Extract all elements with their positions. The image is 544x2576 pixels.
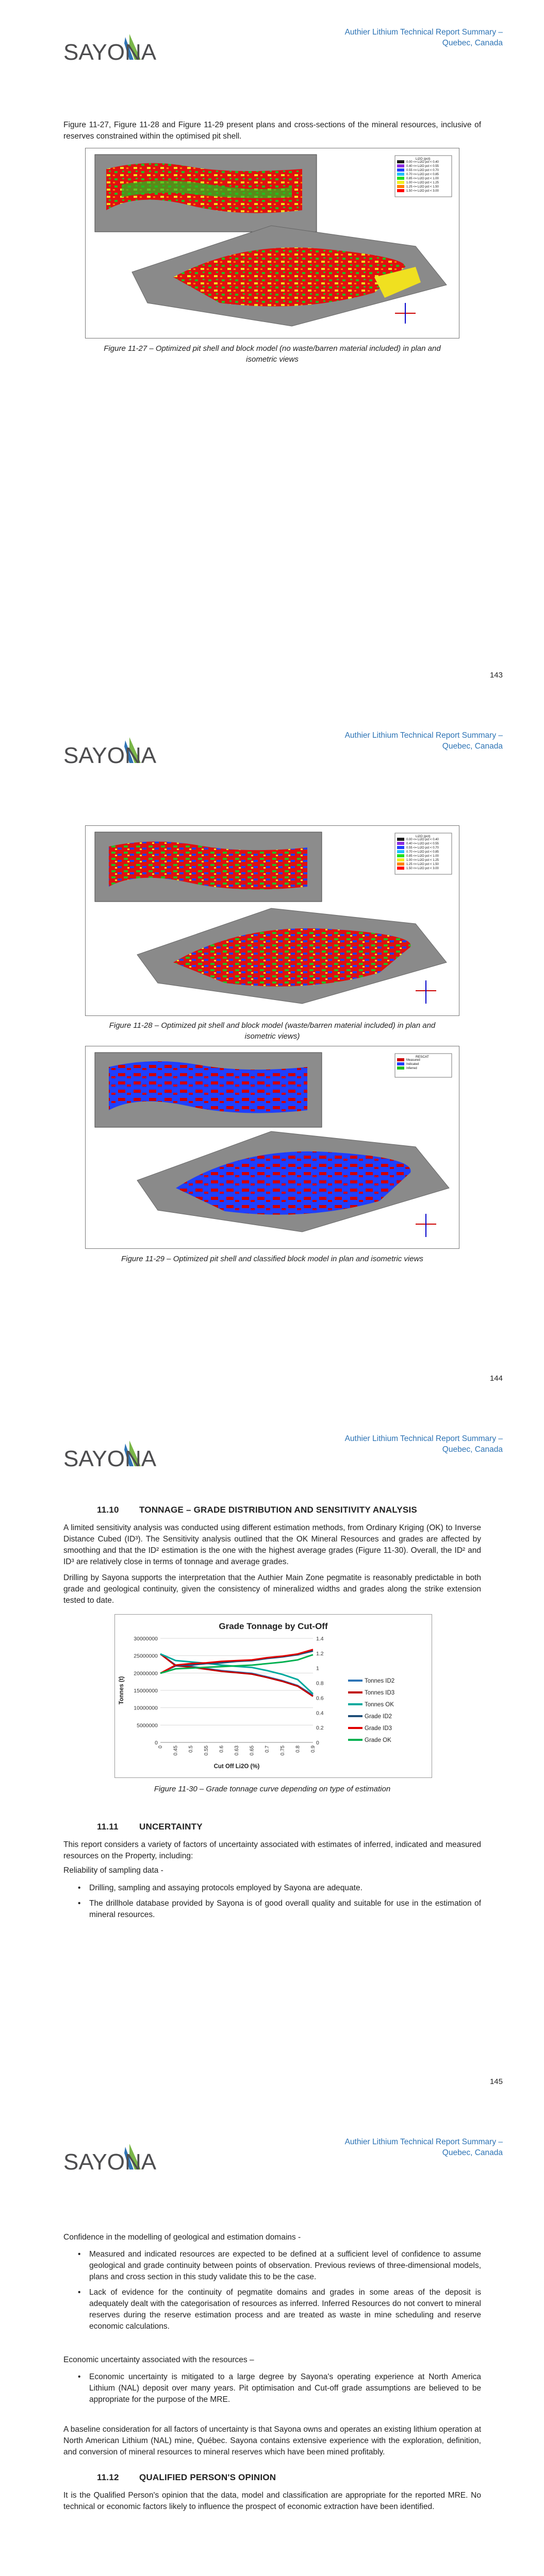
sensitivity-paragraph: A limited sensitivity analysis was conducted using different estimation methods, from Ordinary Kriging (OK) to Inverse Distance Cubed (ID³). The Sensitivity analysis outlined that the OK Mineral Resources and grades are affected by smoothing and that the ID² estimation is the one with the highest average grades (Figure 11-30). Overall, the ID² and ID³ are relatively close in terms of tonnage and average grades. bbox=[63, 1523, 481, 1566]
list-item-text: Lack of evidence for the continuity of pegmatite domains and grades in some areas of the deposit is adequately dealt with the categorisation of resources as inferred. Inferred Resources do not convert to mineral reserves during the reserve estimation process and are treated as waste in mine scheduling and reserve economic calculations. bbox=[89, 2288, 481, 2331]
legend-label: 0.40 <= Li2O pct < 0.55 bbox=[406, 842, 439, 845]
figure-11-28-caption bbox=[63, 1020, 481, 1042]
legend-swatch bbox=[397, 160, 404, 163]
bullet-glyph: • bbox=[78, 2288, 81, 2297]
list-item bbox=[74, 2287, 481, 2332]
legend-swatch bbox=[397, 867, 404, 870]
header-title: Authier Lithium Technical Report Summary – bbox=[344, 731, 503, 740]
report-header bbox=[307, 1433, 503, 1455]
x-tick-label: 0.45 bbox=[173, 1745, 179, 1756]
figure-11-29 bbox=[85, 1046, 459, 1249]
legend-swatch bbox=[397, 854, 404, 857]
y-tick-label: 10000000 bbox=[134, 1705, 158, 1711]
page-number: 144 bbox=[489, 1374, 503, 1383]
caption-line: Figure 11-27 – Optimized pit shell and block model (no waste/barren material included) in plan and bbox=[104, 344, 441, 353]
header-subtitle: Quebec, Canada bbox=[442, 742, 503, 751]
page-145 bbox=[0, 1406, 544, 2110]
figure-11-27-caption bbox=[63, 343, 481, 365]
y2-tick-label: 0 bbox=[316, 1740, 319, 1746]
caption-line: isometric views bbox=[246, 355, 299, 364]
y2-tick-label: 1 bbox=[316, 1665, 319, 1672]
legend-swatch bbox=[397, 858, 404, 861]
x-tick-label: 0.9 bbox=[310, 1745, 316, 1753]
bullet-glyph: • bbox=[78, 1884, 81, 1892]
x-tick-label: 0.8 bbox=[295, 1745, 301, 1753]
legend-label: 0.00 <= Li2O pct < 0.40 bbox=[406, 161, 439, 164]
grade-tonnage-chart-svg bbox=[115, 1615, 432, 1777]
drilling-paragraph: Drilling by Sayona supports the interpretation that the Authier Main Zone pegmatite is reasonably predictable in both grade and geological continuity, given the consistency of mineralized widths and grades along the strike extension tested to date. bbox=[63, 1573, 481, 1605]
legend-title: RESCAT bbox=[416, 1055, 429, 1059]
list-item-text: Economic uncertainty is mitigated to a large degree by Sayona's operating experience at North America Lithium (NAL) deposit over many years. Pit optimisation and Cut-off grade assumptions are believed to be appropriate for the purpose of the MRE. bbox=[89, 2372, 481, 2404]
uncertainty-paragraph: This report considers a variety of factors of uncertainty associated with estimates of inferred, indicated and measured resources on the Property, including: bbox=[63, 1840, 481, 1860]
page-144 bbox=[0, 703, 544, 1406]
x-tick-label: 0 bbox=[158, 1745, 163, 1749]
y2-tick-label: 0.2 bbox=[316, 1725, 324, 1732]
legend-swatch bbox=[397, 177, 404, 180]
legend-label: 1.00 <= Li2O pct < 1.25 bbox=[406, 181, 439, 184]
header-subtitle: Quebec, Canada bbox=[442, 39, 503, 47]
legend-title: Li2O (pct) bbox=[416, 835, 431, 838]
section-title: TONNAGE – GRADE DISTRIBUTION AND SENSITIVITY ANALYSIS bbox=[139, 1505, 417, 1515]
header-title: Authier Lithium Technical Report Summary – bbox=[344, 2138, 503, 2146]
figure-11-29-caption: Figure 11-29 – Optimized pit shell and classified block model in plan and isometric views bbox=[121, 1255, 423, 1263]
sayona-logo bbox=[63, 2140, 161, 2177]
legend-label: 0.55 <= Li2O pct < 0.70 bbox=[406, 846, 439, 850]
y-tick-label: 30000000 bbox=[134, 1636, 158, 1642]
sayona-logo-mark bbox=[63, 30, 161, 67]
page-number: 143 bbox=[489, 671, 503, 680]
report-header bbox=[307, 2137, 503, 2158]
list-item bbox=[74, 1883, 481, 1894]
legend-swatch bbox=[397, 164, 404, 167]
legend-label: Tonnes ID2 bbox=[365, 1678, 395, 1684]
y2-tick-label: 1.4 bbox=[316, 1636, 324, 1642]
legend-swatch bbox=[397, 846, 404, 849]
baseline-paragraph: A baseline consideration for all factors of uncertainty is that Sayona owns and operates an existing lithium operation at North American Lithium (NAL) mine, Québec. Sayona contains extensive experience with the exploration, definition, and conversion of mineral resources to mineral reserves which have been mined profitably. bbox=[63, 2425, 481, 2456]
x-tick-label: 0.5 bbox=[188, 1745, 194, 1753]
section-heading-11-10 bbox=[97, 1505, 417, 1515]
economic-label: Economic uncertainty associated with the resources – bbox=[63, 2355, 254, 2364]
page-143 bbox=[0, 0, 544, 703]
report-header bbox=[307, 27, 503, 48]
y-tick-label: 15000000 bbox=[134, 1688, 158, 1694]
qp-opinion-paragraph: It is the Qualified Person's opinion that the data, model and classification are appropriate for the reported MRE. No technical or economic factors likely to influence the prospect of economic extraction have been identified. bbox=[63, 2491, 481, 2511]
section-number: 11.12 bbox=[97, 2472, 119, 2482]
legend-label: Indicated bbox=[406, 1063, 419, 1066]
x-tick-label: 0.63 bbox=[234, 1745, 240, 1756]
y2-tick-label: 0.4 bbox=[316, 1710, 324, 1717]
legend-swatch bbox=[397, 181, 404, 184]
legend-label: 0.70 <= Li2O pct < 0.85 bbox=[406, 173, 439, 176]
legend-label: Tonnes OK bbox=[365, 1702, 394, 1708]
x-tick-label: 0.7 bbox=[265, 1745, 271, 1753]
header-title: Authier Lithium Technical Report Summary – bbox=[344, 1434, 503, 1443]
legend-swatch bbox=[397, 1066, 404, 1070]
sampling-bullet-list bbox=[74, 1883, 481, 1925]
legend-label: Measured bbox=[406, 1059, 420, 1062]
legend-label: 1.00 <= Li2O pct < 1.25 bbox=[406, 859, 439, 862]
bullet-glyph: • bbox=[78, 2372, 81, 2381]
legend-label: 0.85 <= Li2O pct < 1.00 bbox=[406, 855, 439, 858]
legend-swatch bbox=[397, 168, 404, 172]
legend-label: 1.50 <= Li2O pct < 3.00 bbox=[406, 190, 439, 193]
x-axis-label: Cut Off Li2O (%) bbox=[213, 1764, 260, 1770]
list-item bbox=[74, 2249, 481, 2283]
sayona-logo bbox=[63, 1436, 161, 1473]
y2-tick-label: 1.2 bbox=[316, 1650, 324, 1657]
legend-label: Grade ID2 bbox=[365, 1714, 392, 1720]
list-item bbox=[74, 2371, 481, 2405]
header-subtitle: Quebec, Canada bbox=[442, 1445, 503, 1454]
figure-11-27 bbox=[85, 148, 459, 338]
y-tick-label: 5000000 bbox=[137, 1722, 158, 1729]
y-tick-label: 25000000 bbox=[134, 1653, 158, 1659]
sayona-logo bbox=[63, 733, 161, 770]
grade-legend bbox=[397, 835, 439, 870]
section-heading-11-11 bbox=[97, 1822, 203, 1832]
list-item bbox=[74, 1898, 481, 1921]
y2-tick-label: 0.6 bbox=[316, 1695, 324, 1702]
legend-label: 0.55 <= Li2O pct < 0.70 bbox=[406, 169, 439, 172]
x-tick-label: 0.65 bbox=[249, 1745, 255, 1756]
grade-legend bbox=[397, 157, 439, 193]
y-tick-label: 20000000 bbox=[134, 1670, 158, 1677]
legend-swatch bbox=[397, 838, 404, 841]
grade-tonnage-chart bbox=[114, 1614, 432, 1778]
section-number: 11.11 bbox=[97, 1822, 119, 1832]
y-tick-label: 0 bbox=[155, 1740, 158, 1746]
legend-swatch bbox=[397, 842, 404, 845]
caption-line: isometric views) bbox=[244, 1032, 300, 1041]
caption-line: Figure 11-28 – Optimized pit shell and block model (waste/barren material included) in plan and bbox=[109, 1021, 436, 1030]
legend-label: Tonnes ID3 bbox=[365, 1690, 395, 1696]
section-number: 11.10 bbox=[97, 1505, 119, 1515]
intro-paragraph: Figure 11-27, Figure 11-28 and Figure 11-29 present plans and cross-sections of the mineral resources, inclusive of reserves constrained within the optimised pit shell. bbox=[63, 121, 481, 141]
logo-text: SAYONA bbox=[63, 2149, 157, 2175]
x-tick-label: 0.75 bbox=[279, 1745, 286, 1756]
legend-label: Grade OK bbox=[365, 1737, 391, 1743]
legend-swatch bbox=[397, 185, 404, 188]
legend-label: Inferred bbox=[406, 1067, 417, 1070]
section-title: QUALIFIED PERSON'S OPINION bbox=[139, 2472, 276, 2482]
figure-11-30-caption: Figure 11-30 – Grade tonnage curve depending on type of estimation bbox=[154, 1785, 391, 1793]
y2-tick-label: 0.8 bbox=[316, 1680, 324, 1687]
legend-label: Grade ID3 bbox=[365, 1725, 392, 1732]
page-number: 145 bbox=[489, 2077, 503, 2086]
economic-bullet-list bbox=[74, 2371, 481, 2410]
bullet-glyph: • bbox=[78, 1899, 81, 1908]
legend-swatch bbox=[397, 1062, 404, 1065]
legend-label: 0.40 <= Li2O pct < 0.55 bbox=[406, 165, 439, 168]
legend-label: 0.70 <= Li2O pct < 0.85 bbox=[406, 851, 439, 854]
legend-label: 1.50 <= Li2O pct < 3.00 bbox=[406, 867, 439, 870]
list-item-text: Drilling, sampling and assaying protocols employed by Sayona are adequate. bbox=[89, 1884, 362, 1892]
x-tick-label: 0.6 bbox=[219, 1745, 225, 1753]
legend-swatch bbox=[397, 173, 404, 176]
figure-11-28 bbox=[85, 825, 459, 1016]
list-item-text: The drillhole database provided by Sayona is of good overall quality and suitable for use in the estimation of mineral resources. bbox=[89, 1899, 481, 1919]
legend-swatch bbox=[397, 850, 404, 853]
confidence-bullet-list bbox=[74, 2249, 481, 2336]
logo-text: SAYONA bbox=[63, 743, 157, 768]
y-axis-label: Tonnes (t) bbox=[119, 1676, 125, 1705]
logo-text: SAYONA bbox=[63, 40, 157, 65]
sampling-reliability-label: Reliability of sampling data - bbox=[63, 1866, 163, 1875]
legend-label: 1.25 <= Li2O pct < 1.50 bbox=[406, 185, 439, 189]
legend-label: 1.25 <= Li2O pct < 1.50 bbox=[406, 863, 439, 866]
legend-label: 0.85 <= Li2O pct < 1.00 bbox=[406, 177, 439, 180]
list-item-text: Measured and indicated resources are expected to be defined at a sufficient level of confidence to assume geological and grade continuity between points of observation. Previous reviews of three-dimensional models, plans and cross section in this study validate this to be the case. bbox=[89, 2250, 481, 2281]
legend-swatch bbox=[397, 862, 404, 866]
legend-label: 0.00 <= Li2O pct < 0.40 bbox=[406, 838, 439, 841]
chart-title: Grade Tonnage by Cut-Off bbox=[219, 1621, 328, 1631]
section-heading-11-12 bbox=[97, 2472, 276, 2483]
header-title: Authier Lithium Technical Report Summary – bbox=[344, 28, 503, 37]
confidence-label: Confidence in the modelling of geological and estimation domains - bbox=[63, 2233, 301, 2242]
logo-text: SAYONA bbox=[63, 1446, 157, 1471]
x-tick-label: 0.55 bbox=[203, 1745, 209, 1756]
report-header bbox=[307, 730, 503, 752]
legend-swatch bbox=[397, 189, 404, 192]
header-subtitle: Quebec, Canada bbox=[442, 2148, 503, 2157]
page-146 bbox=[0, 2110, 544, 2576]
section-title: UNCERTAINTY bbox=[139, 1822, 203, 1832]
sayona-logo bbox=[63, 30, 161, 67]
legend-swatch bbox=[397, 1058, 404, 1061]
bullet-glyph: • bbox=[78, 2250, 81, 2259]
legend-title: Li2O (pct) bbox=[416, 157, 431, 161]
